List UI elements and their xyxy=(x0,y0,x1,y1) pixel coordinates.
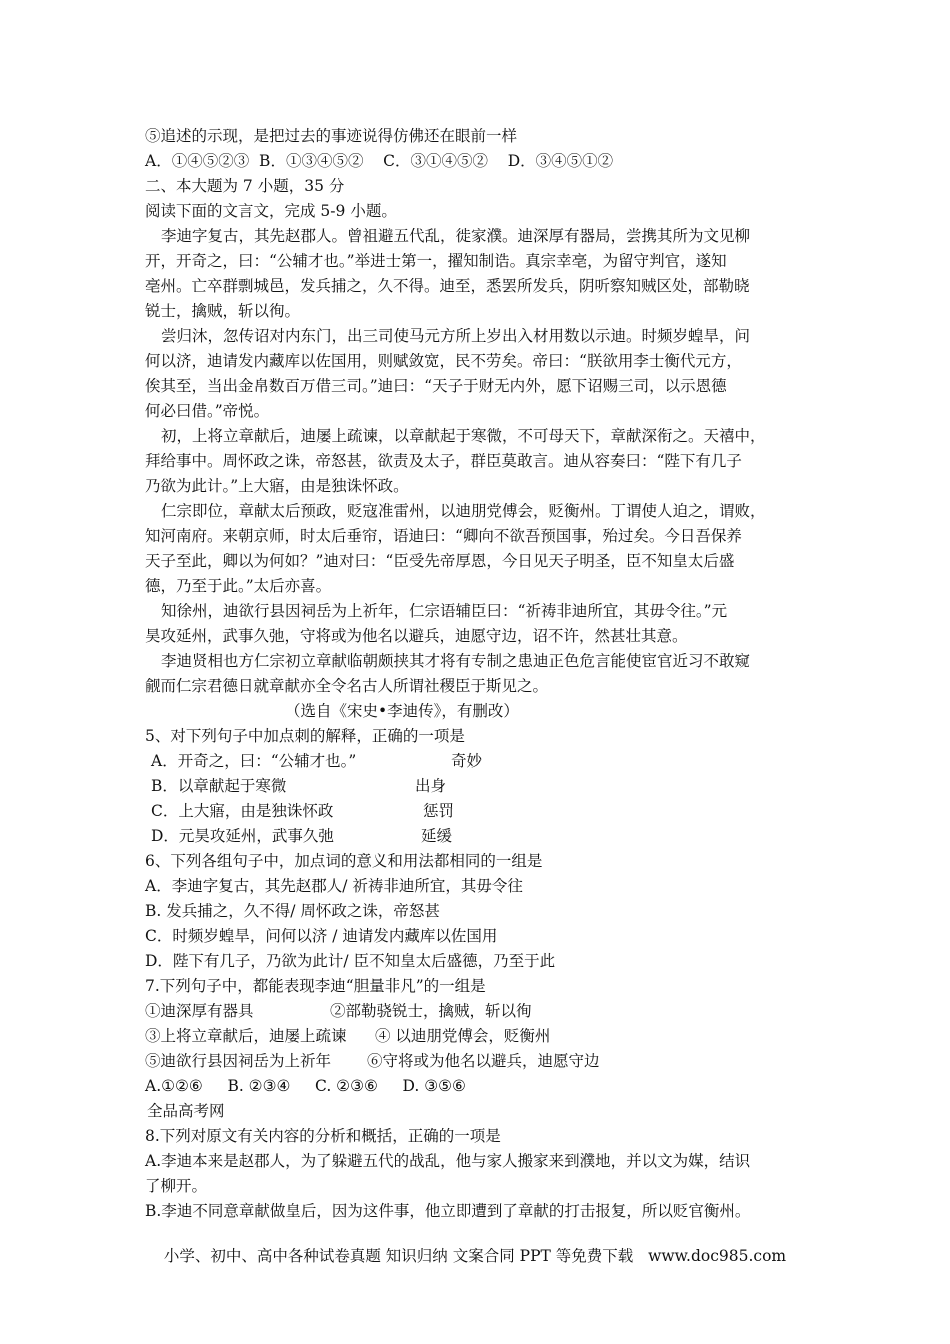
answer-options-q4: A．①④⑤②③ B．①③④⑤② C．③①④⑤② D．③④⑤①② xyxy=(145,152,614,170)
question-5 xyxy=(145,724,835,849)
sentence-item: ④ 以迪朋党傅会，贬衡州 xyxy=(375,1027,551,1045)
question-stem: 6、下列各组句子中，加点词的意义和用法都相同的一组是 xyxy=(145,852,543,870)
question-option-continued: 了柳开。 xyxy=(145,1177,208,1195)
sentence-row xyxy=(145,1024,835,1049)
passage-paragraph-4 xyxy=(145,499,835,599)
passage-line: 昊攻延州，武事久弛，守将或为他名以避兵，迪愿守边，诏不许，然甚壮其意。 xyxy=(145,627,688,645)
question-7 xyxy=(145,974,835,1099)
passage-paragraph-2 xyxy=(145,324,835,424)
passage-source: （选自《宋史•李迪传》，有删改） xyxy=(285,702,519,720)
option-text: D．元昊攻延州，武事久弛 xyxy=(151,827,334,845)
sentence-item: ③上将立章献后，迪屡上疏谏 xyxy=(145,1027,347,1045)
question-option: C．时频岁蝗旱，问何以济 / 迪请发内藏库以佐国用 xyxy=(145,927,498,945)
question-stem: 8.下列对原文有关内容的分析和概括，正确的一项是 xyxy=(145,1127,501,1145)
question-option: A.李迪本来是赵郡人，为了躲避五代的战乱，他与家人搬家来到濮地，并以文为媒，结识 xyxy=(145,1152,751,1170)
passage xyxy=(145,224,835,724)
sentence-item: ⑤迪欲行县因祠岳为上祈年 xyxy=(145,1052,332,1070)
passage-line: 何以济，迪请发内藏库以佐国用，则赋敛宽，民不劳矣。帝曰：“朕欲用李士衡代元方， xyxy=(145,352,742,370)
passage-paragraph-1 xyxy=(145,224,835,324)
passage-line: 李迪字复古，其先赵郡人。曾祖避五代乱，徙家濮。迪深厚有器局，尝携其所为文见柳 xyxy=(161,227,751,245)
question-8 xyxy=(145,1124,835,1224)
passage-line: 锐士，擒贼，斩以徇。 xyxy=(145,302,301,320)
passage-line: 德，乃至于此。”太后亦喜。 xyxy=(145,577,332,595)
question-option xyxy=(145,799,835,824)
question-option: B. 发兵捕之，久不得/ 周怀政之诛，帝怒甚 xyxy=(145,902,440,920)
passage-line: 尝归沐，忽传诏对内东门，出三司使马元方所上岁出入材用数以示迪。时频岁蝗旱，问 xyxy=(161,327,751,345)
question-option: B.李迪不同意章献做皇后，因为这件事，他立即遭到了章献的打击报复，所以贬官衡州。 xyxy=(145,1202,751,1220)
passage-line: 觎而仁宗君德日就章献亦全令名古人所谓社稷臣于斯见之。 xyxy=(145,677,549,695)
section-instruction: 阅读下面的文言文，完成 5-9 小题。 xyxy=(145,202,397,220)
question-option xyxy=(145,774,835,799)
sentence-row xyxy=(145,1049,835,1074)
question-option: D．陛下有几子，乃欲为此计/ 臣不知皇太后盛德，乃至于此 xyxy=(145,952,556,970)
passage-paragraph-3 xyxy=(145,424,835,499)
question-6 xyxy=(145,849,835,974)
passage-line: 亳州。亡卒群剽城邑，发兵捕之，久不得。迪至，悉罢所发兵，阴听察知贼区处，部勒晓 xyxy=(145,277,750,295)
section-heading: 二、本大题为 7 小题，35 分 xyxy=(145,177,345,195)
question-option: A．李迪字复古，其先赵郡人/ 祈祷非迪所宜，其毋令往 xyxy=(145,877,523,895)
passage-line: 知徐州，迪欲行县因祠岳为上祈年，仁宗语辅臣曰：“祈祷非迪所宜，其毋令往。”元 xyxy=(161,602,728,620)
question-option xyxy=(145,749,835,774)
sentence-item: ①迪深厚有器具 xyxy=(145,1002,254,1020)
option-meaning: 出身 xyxy=(415,777,447,795)
watermark-text: 全品高考网 xyxy=(147,1102,225,1120)
passage-paragraph-6 xyxy=(145,649,835,699)
sentence-item: ⑥守将或为他名以避兵，迪愿守边 xyxy=(367,1052,600,1070)
passage-line: 俟其至，当出金帛数百万借三司。”迪曰：“天子于财无内外，愿下诏赐三司，以示恩德 xyxy=(145,377,727,395)
sentence-row xyxy=(145,999,835,1024)
passage-line: 知河南府。来朝京师，时太后垂帘，语迪曰：“卿向不欲吾预国事，殆过矣。今日吾保养 xyxy=(145,527,742,545)
passage-line: 李迪贤相也方仁宗初立章献临朝颇挟其才将有专制之患迪正色危言能使宦官近习不敢窥 xyxy=(161,652,751,670)
passage-line: 开，开奇之，曰：“公辅才也。”举进士第一，擢知制诰。真宗幸亳，为留守判官，遂知 xyxy=(145,252,727,270)
choice-5-explanation: ⑤追述的示现，是把过去的事迹说得仿佛还在眼前一样 xyxy=(145,127,518,145)
exam-content xyxy=(145,124,835,1224)
page-footer: 小学、初中、高中各种试卷真题 知识归纳 文案合同 PPT 等免费下载 www.doc985.com xyxy=(163,1247,787,1265)
option-meaning: 惩罚 xyxy=(423,802,455,820)
answer-options-q7: A.①②⑥ B. ②③④ C. ②③⑥ D. ③⑤⑥ xyxy=(145,1077,466,1095)
option-text: A．开奇之，曰：“公辅才也。” xyxy=(151,752,357,770)
option-meaning: 延缓 xyxy=(421,827,453,845)
passage-line: 初，上将立章献后，迪屡上疏谏，以章献起于寒微，不可母天下，章献深衔之。天禧中， xyxy=(161,427,766,445)
passage-line: 天子至此，卿以为何如？”迪对曰：“臣受先帝厚恩，今日见天子明圣，臣不知皇太后盛 xyxy=(145,552,735,570)
passage-paragraph-5 xyxy=(145,599,835,649)
question-stem: 7.下列句子中，都能表现李迪“胆量非凡”的一组是 xyxy=(145,977,486,995)
option-text: C．上大寤，由是独诛怀政 xyxy=(151,802,334,820)
passage-line: 拜给事中。周怀政之诛，帝怒甚，欲责及太子，群臣莫敢言。迪从容奏曰：“陛下有几子 xyxy=(145,452,742,470)
question-option xyxy=(145,824,835,849)
passage-line: 何必曰借。”帝悦。 xyxy=(145,402,270,420)
option-meaning: 奇妙 xyxy=(451,752,483,770)
passage-line: 乃欲为此计。”上大寤，由是独诛怀政。 xyxy=(145,477,409,495)
option-text: B．以章献起于寒微 xyxy=(151,777,287,795)
passage-line: 仁宗即位，章献太后预政，贬寇准雷州，以迪朋党傅会，贬衡州。丁谓使人迫之，谓败， xyxy=(161,502,766,520)
sentence-item: ②部勒骁锐士，擒贼，斩以徇 xyxy=(330,1002,532,1020)
question-stem: 5、对下列句子中加点刺的解释，正确的一项是 xyxy=(145,727,465,745)
